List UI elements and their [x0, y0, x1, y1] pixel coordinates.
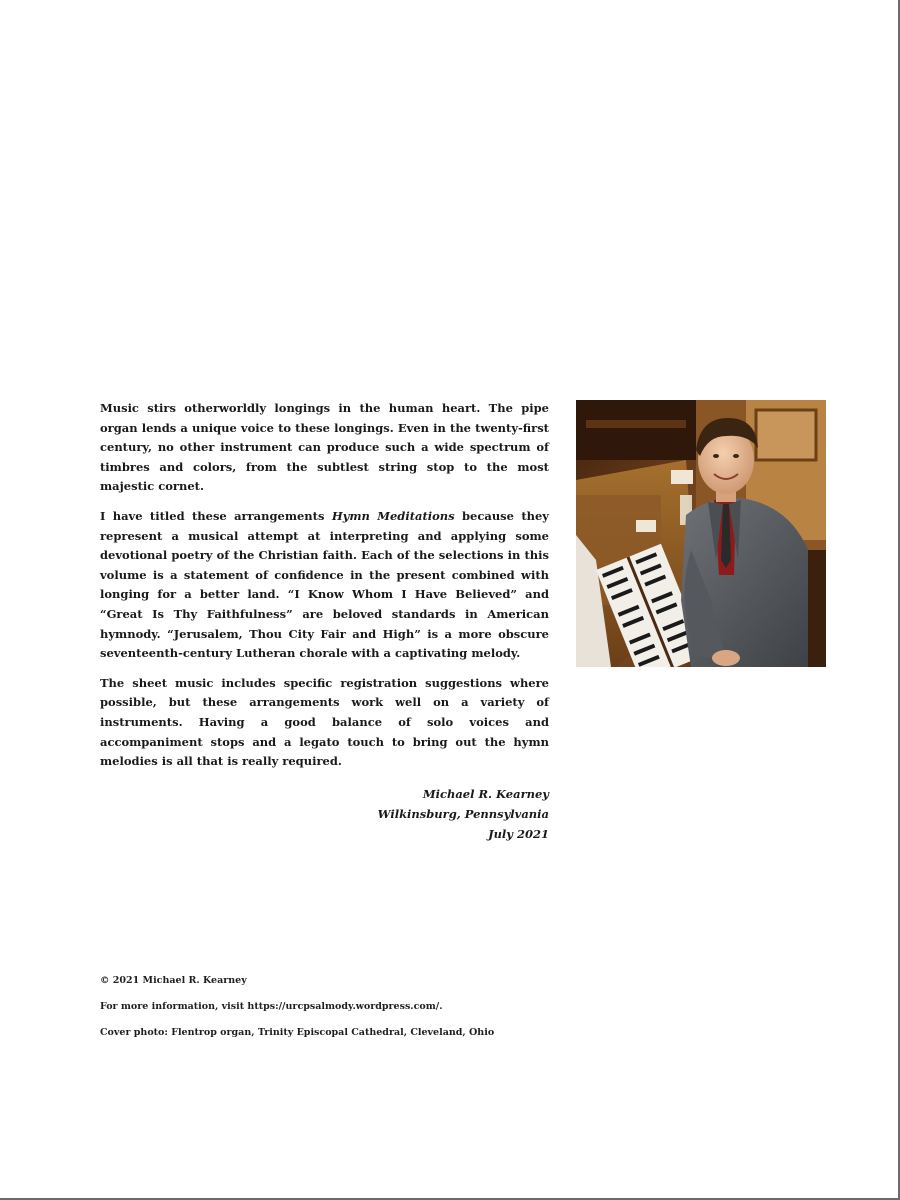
signature-place: Wilkinsburg, Pennsylvania — [377, 806, 549, 821]
intro-paragraph-3: The sheet music includes specific registration suggestions where possible, but these arrangements work well on a variety of instruments. Having a good balance of solo voices and accompaniment stops and a legato touch to bring out the hymn melodies is all that is really required. — [100, 675, 549, 769]
more-info-line: For more information, visit https://urcpsalmody.wordpress.com/. — [100, 1001, 443, 1012]
intro-paragraph-2 — [100, 507, 549, 664]
cover-photo-credit: Cover photo: Flentrop organ, Trinity Episcopal Cathedral, Cleveland, Ohio — [100, 1027, 495, 1038]
signature-block — [100, 784, 549, 844]
signature-date: July 2021 — [488, 826, 549, 841]
colophon — [100, 975, 700, 1053]
copyright-notice: © 2021 Michael R. Kearney — [100, 975, 247, 986]
intro-paragraph-1: Music stirs otherworldly longings in the human heart. The pipe organ lends a unique voice to these longings. Even in the twenty-first century, no other instrument can produce such a wide spectrum of timbres and colors, from the subtlest string stop to the most majestic cornet. — [100, 401, 549, 494]
organist-photo-illustration — [576, 400, 826, 667]
intro-paragraph-2-start: I have titled these arrangements — [100, 508, 332, 523]
author-photo — [576, 400, 826, 667]
intro-paragraph-2-end: because they represent a musical attempt at interpreting and applying some devotional poetry of the Christian faith. Each of the selections in this volume is a statement of confidence in the present combined with longing for a better land. “I Know Whom I Have Believed” and “Great Is Thy Faithfulness” are beloved standards in American hymnody. “Jerusalem, Thou City Fair and High” is a more obscure seventeenth-century Lutheran chorale with a captivating melody. — [100, 508, 549, 661]
collection-title: Hymn Meditations — [331, 508, 455, 523]
introduction-text — [100, 399, 549, 844]
signature-name: Michael R. Kearney — [422, 786, 549, 801]
